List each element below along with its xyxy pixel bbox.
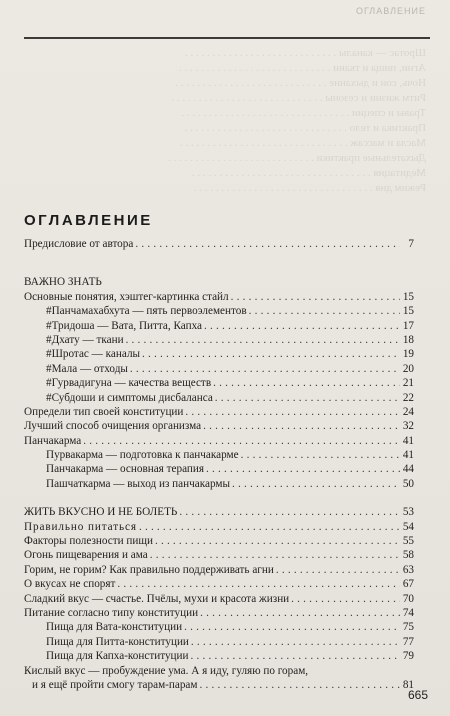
toc-entry[interactable]: [24, 419, 414, 433]
toc-entry-title: #Панчамахабхута — пять первоэлементов: [46, 305, 247, 318]
toc-entry[interactable]: [24, 376, 414, 390]
toc-entry-title: #Мала — отходы: [46, 362, 128, 375]
bleed-through-text: Шротас — каналы . . . . . . . . . . . . . . . . . . . . . . . . . . . . Агни, пища и ткани . . . . . . . . . . . . . . . . . . . . . . . . . . . . Ночь, сон и дыхание . . . . . . . . . . . . . . . . . . . . . . . . . . . . Ритм жизни и сезоны . . . . . . . . . . . . . . . . . . . . . . . . . . . . Травы и специи . . . . . . . . . . . . . . . . . . . . . . . . . . . . . . . Практика и тело . . . . . . . . . . . . . . . . . . . . . . . . . . . . . . Масла и массаж . . . . . . . . . . . . . . . . . . . . . . . . . . . . . . . Дыхательные практики . . . . . . . . . . . . . . . . . . . . . . . . . . . Медитация . . . . . . . . . . . . . . . . . . . . . . . . . . . . . . . . . Режим дня . . . . . . . . . . . . . . . . . . . . . . . . . . . . . . . . .: [168, 47, 426, 194]
leader-dots: [142, 347, 400, 361]
toc-page-number: 77: [402, 635, 414, 648]
leader-dots: [139, 520, 400, 534]
toc-entry-title: Лучший способ очищения организма: [24, 420, 202, 433]
toc-page-number: 15: [402, 305, 414, 318]
toc-entry[interactable]: [24, 635, 414, 649]
toc-page-number: 41: [402, 434, 414, 447]
leader-dots: [249, 304, 400, 318]
toc-entry[interactable]: [24, 520, 414, 534]
toc-page-number: 22: [402, 391, 414, 404]
toc-page-number: 58: [402, 549, 414, 562]
leader-dots: [179, 505, 400, 519]
toc-page-number: 81: [402, 678, 414, 691]
toc-page-number: 53: [402, 506, 414, 519]
toc-entry-title: Пища для Капха-конституции: [46, 650, 189, 663]
toc-page-number: 18: [402, 333, 414, 346]
toc-page-number: 75: [402, 621, 414, 634]
toc-entry-title: Пурвакарма — подготовка к панчакарме: [46, 449, 239, 462]
toc-section-heading: [24, 275, 414, 289]
leader-dots: [241, 448, 400, 462]
leader-dots: [276, 563, 400, 577]
toc-entry-title: Панчакарма — основная терапия: [46, 463, 205, 476]
section-heading-text: ВАЖНО ЗНАТЬ: [24, 276, 102, 289]
toc-entry-title: Правильно питаться: [24, 520, 137, 533]
toc-entry[interactable]: [24, 678, 414, 692]
leader-dots: [83, 434, 400, 448]
toc-page-number: 17: [402, 319, 414, 332]
leader-dots: [203, 419, 400, 433]
table-of-contents: [24, 237, 414, 692]
section-heading-text: ЖИТЬ ВКУСНО И НЕ БОЛЕТЬ: [24, 506, 178, 519]
toc-entry[interactable]: [24, 577, 414, 591]
leader-dots: [155, 534, 400, 548]
toc-entry-title: Сладкий вкус — счастье. Пчёлы, мухи и красота жизни: [24, 592, 290, 605]
toc-entry[interactable]: [24, 304, 414, 318]
toc-entry-title: #Субдоши и симптомы дисбаланса: [46, 391, 213, 404]
leader-dots: [206, 462, 400, 476]
leader-dots: [126, 333, 400, 347]
top-rule: [24, 37, 430, 39]
toc-entry[interactable]: [24, 319, 414, 333]
leader-dots: [150, 548, 400, 562]
toc-entry[interactable]: [24, 649, 414, 663]
toc-page-number: 70: [402, 592, 414, 605]
toc-entry-title: #Тридоша — Вата, Питта, Капха: [46, 319, 203, 332]
toc-entry-title: О вкусах не спорят: [24, 578, 116, 591]
leader-dots: [200, 606, 400, 620]
toc-entry[interactable]: [24, 333, 414, 347]
toc-page-number: 20: [402, 362, 414, 375]
leader-dots: [215, 391, 400, 405]
toc-page-number: 74: [402, 606, 414, 619]
toc-entry[interactable]: [24, 405, 414, 419]
leader-dots: [135, 237, 400, 251]
toc-page-number: 55: [402, 535, 414, 548]
toc-entry-title: Пища для Вата-конституции: [46, 621, 183, 634]
leader-dots: [204, 319, 400, 333]
section-gap: [24, 261, 414, 275]
toc-entry[interactable]: [24, 606, 414, 620]
toc-entry[interactable]: [24, 290, 414, 304]
toc-entry-title: Панчакарма: [24, 434, 82, 447]
toc-page-number: 21: [402, 377, 414, 390]
toc-entry-title: #Гурвадигуна — качества веществ: [46, 377, 212, 390]
toc-page-number: 32: [402, 420, 414, 433]
toc-page-number: 7: [408, 238, 414, 250]
leader-dots: [232, 477, 400, 491]
toc-entry-title: Питание согласно типу конституции: [24, 606, 199, 619]
section-gap: [24, 491, 414, 505]
toc-page-number: 44: [402, 463, 414, 476]
toc-entry-title: Пашчаткарма — выход из панчакармы: [46, 477, 230, 490]
toc-entry[interactable]: [24, 664, 414, 678]
toc-entry[interactable]: [24, 548, 414, 562]
leader-dots: [231, 290, 400, 304]
toc-entry-title: Пища для Питта-конституции: [46, 635, 189, 648]
leader-dots: [130, 362, 400, 376]
toc-page-number: 63: [402, 563, 414, 576]
toc-entry-title: Горим, не горим? Как правильно поддерживать агни: [24, 563, 274, 576]
toc-entry-title: Предисловие от автора: [24, 238, 134, 250]
leader-dots: [117, 577, 400, 591]
toc-entry-title: и я ещё пройти смогу тарам-парам: [32, 678, 198, 691]
leader-dots: [191, 635, 400, 649]
toc-entry[interactable]: [24, 347, 414, 361]
toc-entry[interactable]: [24, 462, 414, 476]
toc-title: ОГЛАВЛЕНИЕ: [24, 212, 153, 229]
toc-entry[interactable]: [24, 434, 414, 448]
toc-entry-title: Основные понятия, хэштег-картинка стайл: [24, 290, 229, 303]
running-head: ОГЛАВЛЕНИЕ: [355, 6, 426, 16]
leader-dots: [213, 376, 400, 390]
toc-entry[interactable]: [24, 563, 414, 577]
toc-page-number: 41: [402, 449, 414, 462]
toc-page-number: 24: [402, 405, 414, 418]
toc-page-number: 50: [402, 477, 414, 490]
toc-page-number: 79: [402, 650, 414, 663]
toc-page-number: 15: [402, 290, 414, 303]
toc-entry[interactable]: [24, 592, 414, 606]
toc-page-number: 19: [402, 348, 414, 361]
leader-dots: [191, 649, 400, 663]
toc-entry-title: Огонь пищеварения и ама: [24, 549, 148, 562]
leader-dots: [199, 678, 400, 692]
toc-section-heading: [24, 505, 414, 519]
toc-entry[interactable]: [24, 620, 414, 634]
toc-entry-title: Определи тип своей конституции: [24, 405, 184, 418]
leader-dots: [184, 620, 400, 634]
toc-entry-title: #Дхату — ткани: [46, 333, 124, 346]
toc-entry-title: Кислый вкус — пробуждение ума. А я иду, гуляю по горам,: [24, 664, 309, 677]
toc-entry-title: #Шротас — каналы: [46, 348, 141, 361]
toc-entry[interactable]: [24, 362, 414, 376]
page-number: 665: [407, 688, 428, 702]
leader-dots: [291, 592, 400, 606]
toc-entry-title: Факторы полезности пищи: [24, 535, 153, 548]
toc-entry[interactable]: [24, 391, 414, 405]
leader-dots: [185, 405, 400, 419]
toc-entry[interactable]: [24, 477, 414, 491]
toc-page-number: 54: [402, 520, 414, 533]
section-gap: [24, 251, 414, 261]
toc-entry[interactable]: [24, 534, 414, 548]
toc-entry[interactable]: [24, 237, 414, 251]
toc-entry[interactable]: [24, 448, 414, 462]
toc-page-number: 67: [402, 578, 414, 591]
